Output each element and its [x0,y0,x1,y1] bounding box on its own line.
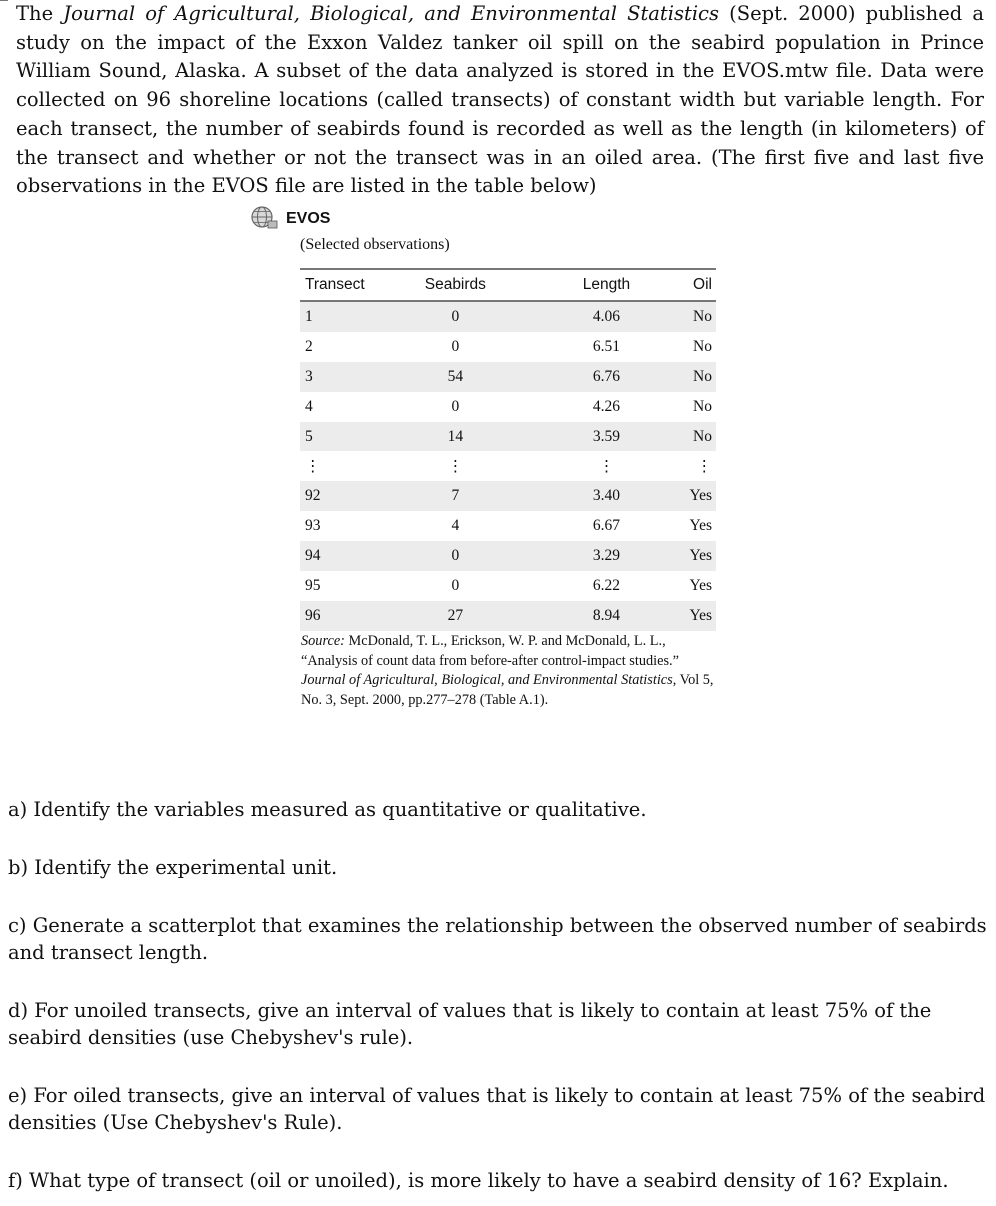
cell-length: 6.22 [592,576,621,594]
source-journal: Journal of Agricultural, Biological, and Environmental Statistics [301,672,673,688]
cell-transect: ⋮ [305,457,321,475]
cell-oil: Yes [659,541,716,571]
evos-table [300,268,716,631]
cell-oil: Yes [689,517,712,535]
cell-seabirds: 0 [451,397,460,415]
cell-seabirds: 7 [397,481,513,511]
source-label: Source: [301,633,345,649]
cell-seabirds: 27 [397,601,513,631]
cell-oil: No [693,337,712,355]
col-header-seabirds: Seabirds [397,269,513,301]
intro-journal-title: Journal of Agricultural, Biological, and Environmental Statistics [63,2,719,25]
col-header-transect: Transect [300,269,397,301]
question-b: b) Identify the experimental unit. [8,856,338,879]
table-row [300,422,716,452]
cell-oil: Yes [689,576,712,594]
col-header-oil: Oil [659,269,716,301]
dataset-title: EVOS [286,210,331,227]
cell-seabirds: 14 [397,422,513,452]
cell-transect: 2 [305,337,313,355]
cell-transect: 95 [305,576,321,594]
table-row [300,392,716,422]
table-row [300,301,716,332]
question-c: c) Generate a scatterplot that examines the relationship between the observed number of seabirds and transect length. [8,914,987,964]
table-row [300,601,716,631]
table-row [300,332,716,362]
cell-seabirds: 0 [397,541,513,571]
source-details: , Vol 5, No. 3, Sept. 2000, pp.277–278 (Table A.1). [301,672,714,708]
cell-oil: Yes [659,601,716,631]
cell-seabirds: 54 [397,362,513,392]
table-row [300,451,716,481]
cell-transect: 94 [300,541,397,571]
cell-transect: 4 [305,397,313,415]
cell-oil: ⋮ [696,457,712,475]
dataset-subtitle: (Selected observations) [300,236,450,253]
page-corner-mark [0,0,8,1]
cell-length: 4.26 [592,397,621,415]
table-row [300,571,716,601]
cell-oil: Yes [659,481,716,511]
cell-transect: 3 [300,362,397,392]
cell-seabirds: 0 [451,337,460,355]
cell-oil: No [659,301,716,332]
cell-seabirds: 4 [451,517,460,535]
intro-text-rest: (Sept. 2000) published a study on the impact of the Exxon Valdez tanker oil spill on the seabird population in Prince William Sound, Alaska. A subset of the data analyzed is stored in the EVOS.mtw file. Data were collected on 96 shoreline locations (called transects) of constant width but variable length. For each transect, the number of seabirds found is recorded as well as the length (in kilometers) of the transect and whether or not the transect was in an oiled area. (The first five and last five observations in the EVOS file are listed in the table below) [16,2,985,198]
cell-oil: No [693,397,712,415]
question-e: e) For oiled transects, give an interval of values that is likely to contain at least 75% of the seabird densities (Use Chebyshev's Rule). [8,1084,986,1134]
cell-transect: 96 [300,601,397,631]
cell-transect: 93 [305,517,321,535]
cell-length: ⋮ [598,457,615,475]
table-row [300,511,716,541]
cell-length: 6.51 [592,337,621,355]
cell-oil: No [659,362,716,392]
cell-length: 3.29 [514,541,660,571]
table-row [300,541,716,571]
table-header-row [300,269,716,301]
cell-length: 8.94 [514,601,660,631]
cell-length: 6.67 [592,517,621,535]
cell-oil: No [659,422,716,452]
cell-seabirds: 0 [451,576,460,594]
cell-seabirds: ⋮ [447,457,464,475]
question-a: a) Identify the variables measured as quantitative or qualitative. [8,798,647,821]
cell-length: 3.59 [514,422,660,452]
cell-transect: 1 [300,301,397,332]
cell-length: 6.76 [514,362,660,392]
dataset-header [250,206,720,254]
question-f: f) What type of transect (oil or unoiled), is more likely to have a seabird density of 16? Explain. [8,1169,949,1192]
cell-transect: 5 [300,422,397,452]
intro-paragraph [16,0,984,201]
question-d: d) For unoiled transects, give an interval of values that is likely to contain at least 75% of the seabird densities (use Chebyshev's rule). [8,999,932,1049]
cell-seabirds: 0 [397,301,513,332]
cell-length: 4.06 [514,301,660,332]
globe-icon [250,204,286,235]
source-citation [301,632,721,710]
table-row [300,362,716,392]
table-row [300,481,716,511]
col-header-length: Length [514,269,660,301]
cell-transect: 92 [300,481,397,511]
cell-length: 3.40 [514,481,660,511]
intro-text-start: The [16,2,64,25]
source-authors: McDonald, T. L., Erickson, W. P. and McDonald, L. L., “Analysis of count data from before-after control-impact studies.” [301,633,679,669]
